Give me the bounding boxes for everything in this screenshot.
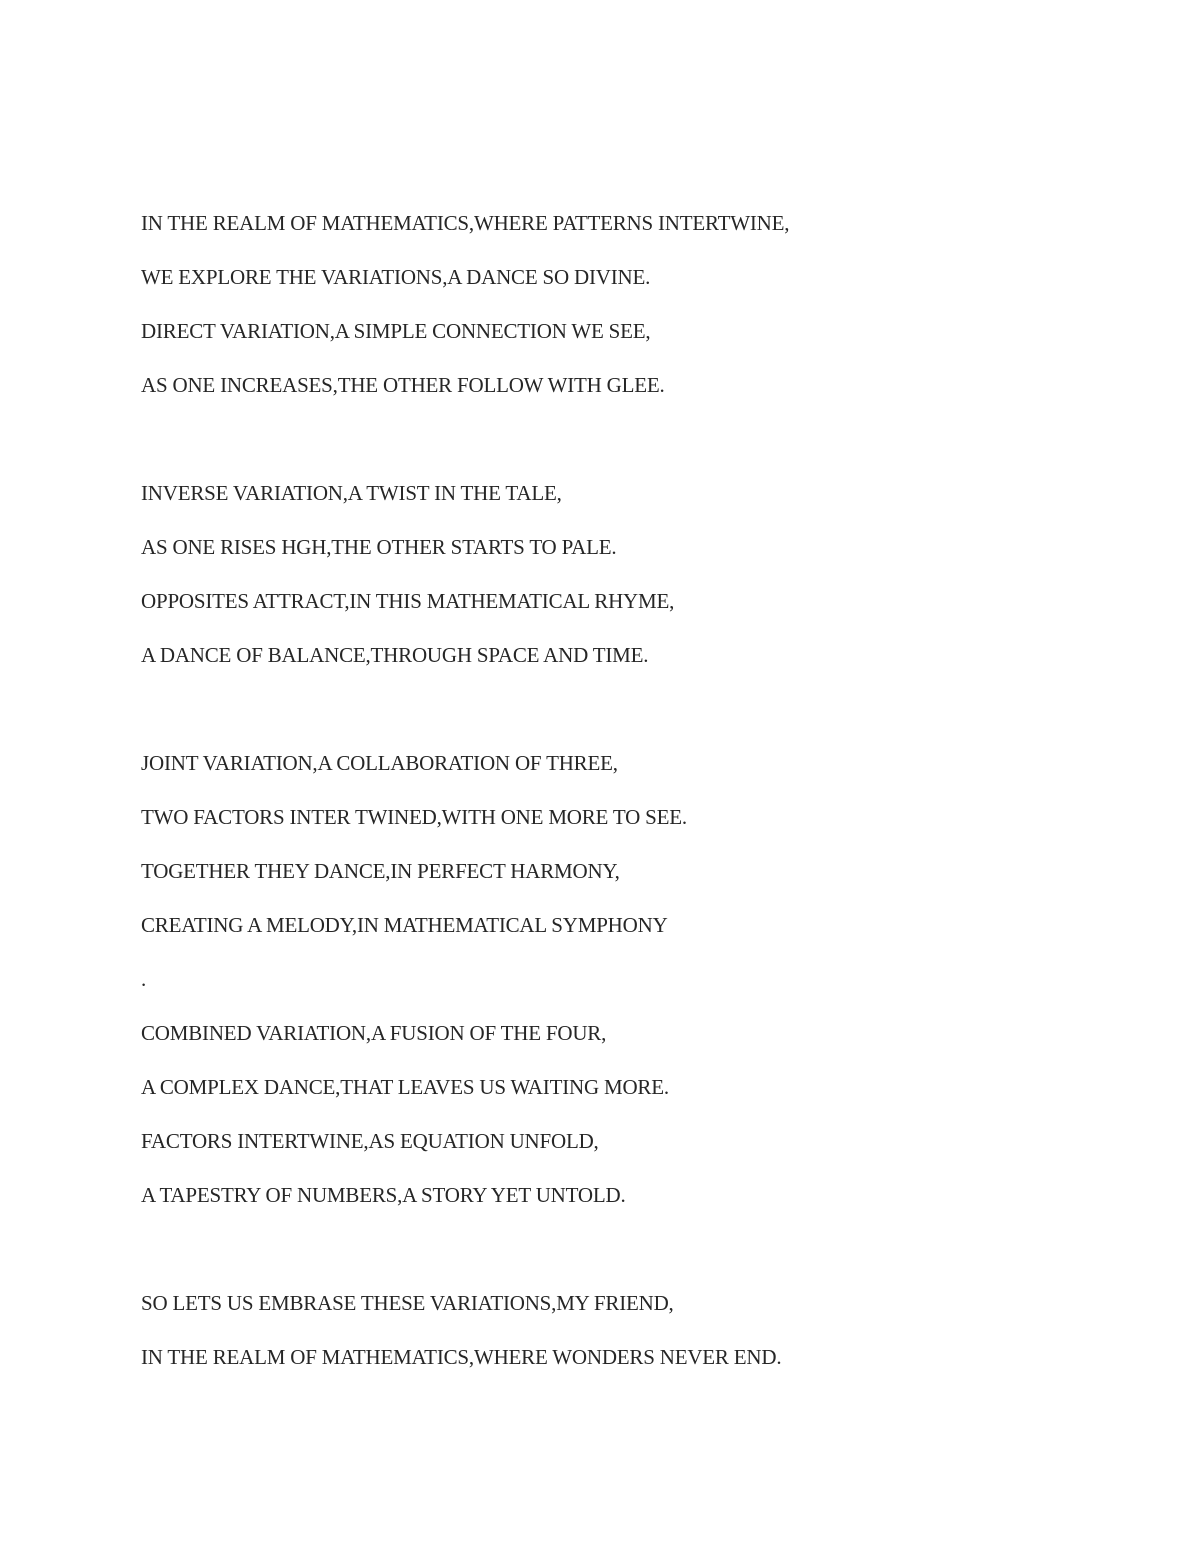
poem-line: TOGETHER THEY DANCE,IN PERFECT HARMONY,: [141, 859, 620, 883]
poem-line: FACTORS INTERTWINE,AS EQUATION UNFOLD,: [141, 1129, 599, 1153]
poem-line: INVERSE VARIATION,A TWIST IN THE TALE,: [141, 481, 562, 505]
poem-line: IN THE REALM OF MATHEMATICS,WHERE WONDERS NEVER END.: [141, 1345, 782, 1369]
stanza-3: [141, 736, 1101, 1006]
poem-line: WE EXPLORE THE VARIATIONS,A DANCE SO DIVINE.: [141, 265, 651, 289]
poem-line: TWO FACTORS INTER TWINED,WITH ONE MORE TO SEE.: [141, 805, 687, 829]
stanza-5: [141, 1276, 1101, 1384]
poem-line: A COMPLEX DANCE,THAT LEAVES US WAITING MORE.: [141, 1075, 669, 1099]
stanza-4: [141, 1006, 1101, 1222]
poem-line: AS ONE RISES HGH,THE OTHER STARTS TO PALE.: [141, 535, 617, 559]
stanza-2: [141, 466, 1101, 682]
stray-period: .: [141, 967, 147, 991]
poem-line: JOINT VARIATION,A COLLABORATION OF THREE,: [141, 751, 618, 775]
poem-line: COMBINED VARIATION,A FUSION OF THE FOUR,: [141, 1021, 607, 1045]
poem-line: OPPOSITES ATTRACT,IN THIS MATHEMATICAL RHYME,: [141, 589, 675, 613]
poem-line: SO LETS US EMBRASE THESE VARIATIONS,MY FRIEND,: [141, 1291, 674, 1315]
poem-line: AS ONE INCREASES,THE OTHER FOLLOW WITH GLEE.: [141, 373, 665, 397]
poem-line: IN THE REALM OF MATHEMATICS,WHERE PATTERNS INTERTWINE,: [141, 211, 790, 235]
poem-line: DIRECT VARIATION,A SIMPLE CONNECTION WE SEE,: [141, 319, 651, 343]
poem-line: A DANCE OF BALANCE,THROUGH SPACE AND TIME.: [141, 643, 649, 667]
poem-body: [141, 196, 1101, 1438]
stanza-1: [141, 196, 1101, 412]
poem-line: A TAPESTRY OF NUMBERS,A STORY YET UNTOLD.: [141, 1183, 626, 1207]
poem-line: CREATING A MELODY,IN MATHEMATICAL SYMPHONY: [141, 913, 668, 937]
